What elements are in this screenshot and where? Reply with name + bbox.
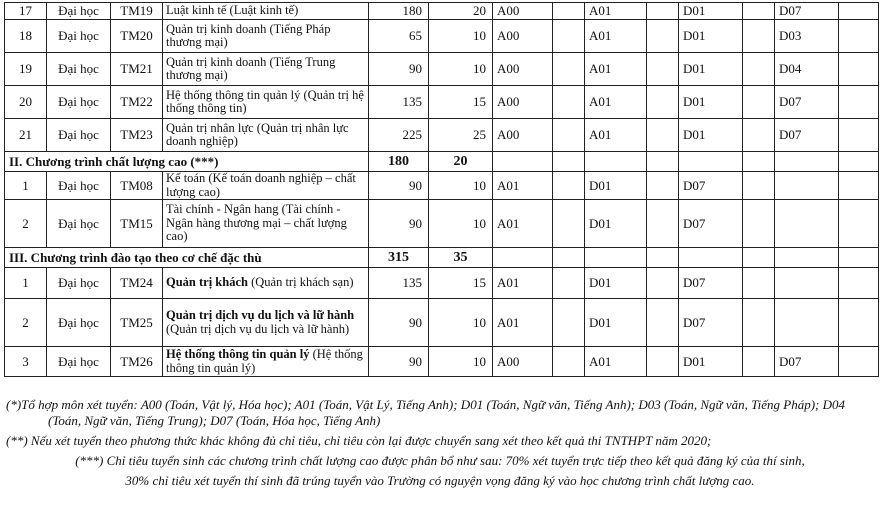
level: Đại học	[47, 200, 111, 248]
major-name-bold: Hệ thống thông tin quản lý	[166, 347, 310, 361]
combination-cell	[839, 86, 879, 119]
combination-cell	[647, 347, 679, 377]
combination-cell: A00	[493, 3, 553, 20]
combination-cell	[775, 268, 839, 299]
row-number: 3	[5, 347, 47, 377]
section-title: III. Chương trình đào tạo theo cơ chế đặc thù	[5, 248, 369, 268]
combination-cell: A01	[493, 268, 553, 299]
row-number: 19	[5, 53, 47, 86]
section-quota: 315	[369, 248, 429, 268]
combination-cell	[553, 172, 585, 200]
level: Đại học	[47, 268, 111, 299]
combination-cell	[743, 86, 775, 119]
combination-cell	[775, 200, 839, 248]
combination-cell: D07	[775, 347, 839, 377]
combination-cell: D03	[775, 20, 839, 53]
combination-cell	[553, 299, 585, 347]
combination-cell: A00	[493, 86, 553, 119]
major-code: TM22	[111, 86, 163, 119]
combination-cell: D01	[585, 200, 647, 248]
quota: 180	[369, 3, 429, 20]
section-percent: 20	[429, 152, 493, 172]
major-name-detail: (Quản trị khách sạn)	[247, 275, 354, 290]
combination-cell	[839, 119, 879, 152]
percent: 10	[429, 20, 493, 53]
table-body-group-3	[5, 268, 879, 377]
combination-cell	[839, 172, 879, 200]
combination-cell	[839, 200, 879, 248]
combination-cell: A01	[585, 3, 647, 20]
footnote-other-methods: (**) Nếu xét tuyển theo phương thức khác không đủ chỉ tiêu, chỉ tiêu còn lại được chuyển sang xét theo kết quả thi TNTHPT năm 2020;	[6, 433, 712, 448]
table-row	[5, 200, 879, 248]
percent: 15	[429, 86, 493, 119]
quota: 90	[369, 172, 429, 200]
combination-cell: A01	[585, 20, 647, 53]
section-header-2	[5, 152, 879, 172]
combination-cell: D07	[679, 299, 743, 347]
level: Đại học	[47, 347, 111, 377]
major-name-detail: (Quản trị dịch vụ du lịch và lữ hành)	[166, 321, 350, 336]
table-body-group-1	[5, 3, 879, 152]
combination-cell	[647, 268, 679, 299]
combination-cell: A00	[493, 53, 553, 86]
level: Đại học	[47, 86, 111, 119]
quota: 135	[369, 86, 429, 119]
major-code: TM25	[111, 299, 163, 347]
combination-cell	[775, 299, 839, 347]
combination-cell: D01	[679, 20, 743, 53]
combination-cell: D01	[585, 299, 647, 347]
major-code: TM20	[111, 20, 163, 53]
level: Đại học	[47, 20, 111, 53]
combination-cell: D01	[679, 119, 743, 152]
table-row	[5, 299, 879, 347]
major-code: TM08	[111, 172, 163, 200]
footnote-high-quality-line2: 30% chỉ tiêu xét tuyển thí sinh đã trúng tuyển vào Trường có nguyện vọng đăng ký vào học chương trình chất lượng cao.	[125, 473, 755, 488]
quota: 225	[369, 119, 429, 152]
combination-cell: A00	[493, 119, 553, 152]
major-code: TM21	[111, 53, 163, 86]
combination-cell	[553, 3, 585, 20]
major-code: TM26	[111, 347, 163, 377]
combination-cell	[647, 53, 679, 86]
major-name-bold: Quản trị khách	[166, 275, 248, 290]
quota: 90	[369, 347, 429, 377]
table-row	[5, 86, 879, 119]
major-name	[163, 268, 369, 299]
combination-cell	[743, 200, 775, 248]
combination-cell: A01	[493, 200, 553, 248]
combination-cell: D07	[775, 119, 839, 152]
major-code: TM23	[111, 119, 163, 152]
table-row	[5, 53, 879, 86]
major-name-detail: (Hệ thống thông tin quản lý)	[166, 347, 363, 375]
row-number: 17	[5, 3, 47, 20]
combination-cell	[743, 172, 775, 200]
row-number: 21	[5, 119, 47, 152]
major-code: TM24	[111, 268, 163, 299]
major-name: Quản trị nhân lực (Quản trị nhân lực doanh nghiệp)	[163, 119, 369, 152]
combination-cell: D07	[679, 200, 743, 248]
quota: 135	[369, 268, 429, 299]
combination-cell: D01	[679, 347, 743, 377]
combination-cell	[553, 347, 585, 377]
table-row	[5, 3, 879, 20]
footnote-high-quality-line1: (***) Chỉ tiêu tuyển sinh các chương trình chất lượng cao được phân bổ như sau: 70% xét tuyển trực tiếp theo kết quả đăng ký của thí sinh,	[75, 453, 805, 468]
combination-cell	[553, 20, 585, 53]
combination-cell	[839, 299, 879, 347]
percent: 20	[429, 3, 493, 20]
combination-cell: A01	[585, 347, 647, 377]
combination-cell	[743, 347, 775, 377]
quota: 90	[369, 53, 429, 86]
major-name: Tài chính - Ngân hang (Tài chính - Ngân hàng thương mại – chất lượng cao)	[163, 200, 369, 248]
section-quota: 180	[369, 152, 429, 172]
level: Đại học	[47, 3, 111, 20]
combination-cell	[647, 86, 679, 119]
row-number: 1	[5, 172, 47, 200]
table-row	[5, 119, 879, 152]
combination-cell	[553, 200, 585, 248]
combination-cell: D04	[775, 53, 839, 86]
combination-cell	[839, 3, 879, 20]
major-name: Kế toán (Kế toán doanh nghiệp – chất lượng cao)	[163, 172, 369, 200]
section-percent: 35	[429, 248, 493, 268]
combination-cell	[647, 172, 679, 200]
percent: 10	[429, 299, 493, 347]
major-name: Luật kinh tế (Luật kinh tế)	[163, 3, 369, 20]
combination-cell: D01	[679, 86, 743, 119]
quota: 90	[369, 299, 429, 347]
table-row	[5, 172, 879, 200]
combination-cell: D01	[679, 3, 743, 20]
combination-cell	[553, 268, 585, 299]
level: Đại học	[47, 119, 111, 152]
section-title: II. Chương trình chất lượng cao (***)	[5, 152, 369, 172]
combination-cell: D01	[585, 268, 647, 299]
combination-cell	[553, 119, 585, 152]
combination-cell	[647, 200, 679, 248]
combination-cell: A01	[585, 119, 647, 152]
table-row	[5, 347, 879, 377]
row-number: 20	[5, 86, 47, 119]
combination-cell	[839, 347, 879, 377]
footnotes	[6, 397, 874, 493]
quota: 90	[369, 200, 429, 248]
combination-cell	[553, 53, 585, 86]
combination-cell	[775, 172, 839, 200]
combination-cell: A01	[493, 172, 553, 200]
combination-cell	[743, 268, 775, 299]
combination-cell	[553, 86, 585, 119]
major-name	[163, 299, 369, 347]
combination-cell	[647, 20, 679, 53]
combination-cell	[743, 3, 775, 20]
percent: 10	[429, 172, 493, 200]
level: Đại học	[47, 299, 111, 347]
row-number: 2	[5, 200, 47, 248]
row-number: 18	[5, 20, 47, 53]
combination-cell	[743, 53, 775, 86]
row-number: 1	[5, 268, 47, 299]
percent: 15	[429, 268, 493, 299]
combination-cell: A00	[493, 20, 553, 53]
table-row	[5, 20, 879, 53]
combination-cell: D07	[679, 172, 743, 200]
combination-cell: D07	[775, 86, 839, 119]
row-number: 2	[5, 299, 47, 347]
combination-cell	[647, 299, 679, 347]
level: Đại học	[47, 172, 111, 200]
combination-cell	[743, 20, 775, 53]
combination-cell: A01	[585, 86, 647, 119]
major-code: TM19	[111, 3, 163, 20]
combination-cell	[839, 268, 879, 299]
combination-cell: D01	[585, 172, 647, 200]
combination-cell: A01	[493, 299, 553, 347]
major-code: TM15	[111, 200, 163, 248]
combination-cell: A00	[493, 347, 553, 377]
table-body-group-2	[5, 172, 879, 248]
combination-cell	[839, 53, 879, 86]
major-name	[163, 347, 369, 377]
combination-cell	[647, 119, 679, 152]
level: Đại học	[47, 53, 111, 86]
section-header-3	[5, 248, 879, 268]
footnote-combinations: (*)Tổ hợp môn xét tuyển: A00 (Toán, Vật lý, Hóa học); A01 (Toán, Vật Lý, Tiếng Anh); D01 (Toán, Ngữ văn, Tiếng Anh); D03 (Toán, Ngữ văn, Tiếng Pháp); D04 (Toán, Ngữ văn, Tiếng Trung); D07 (Toán, Hóa học, Tiếng Anh)	[6, 397, 846, 428]
combination-cell	[647, 3, 679, 20]
combination-cell: D01	[679, 53, 743, 86]
combination-cell: D07	[679, 268, 743, 299]
admission-quota-table	[4, 2, 879, 377]
percent: 10	[429, 200, 493, 248]
combination-cell	[743, 299, 775, 347]
major-name-bold: Quản trị dịch vụ du lịch và lữ hành	[166, 308, 355, 322]
percent: 10	[429, 347, 493, 377]
combination-cell	[743, 119, 775, 152]
major-name: Quản trị kinh doanh (Tiếng Pháp thương mại)	[163, 20, 369, 53]
table-row	[5, 268, 879, 299]
combination-cell	[839, 20, 879, 53]
combination-cell: A01	[585, 53, 647, 86]
major-name: Quản trị kinh doanh (Tiếng Trung thương mại)	[163, 53, 369, 86]
percent: 25	[429, 119, 493, 152]
percent: 10	[429, 53, 493, 86]
combination-cell: D07	[775, 3, 839, 20]
major-name: Hệ thống thông tin quản lý (Quản trị hệ thống thông tin)	[163, 86, 369, 119]
quota: 65	[369, 20, 429, 53]
